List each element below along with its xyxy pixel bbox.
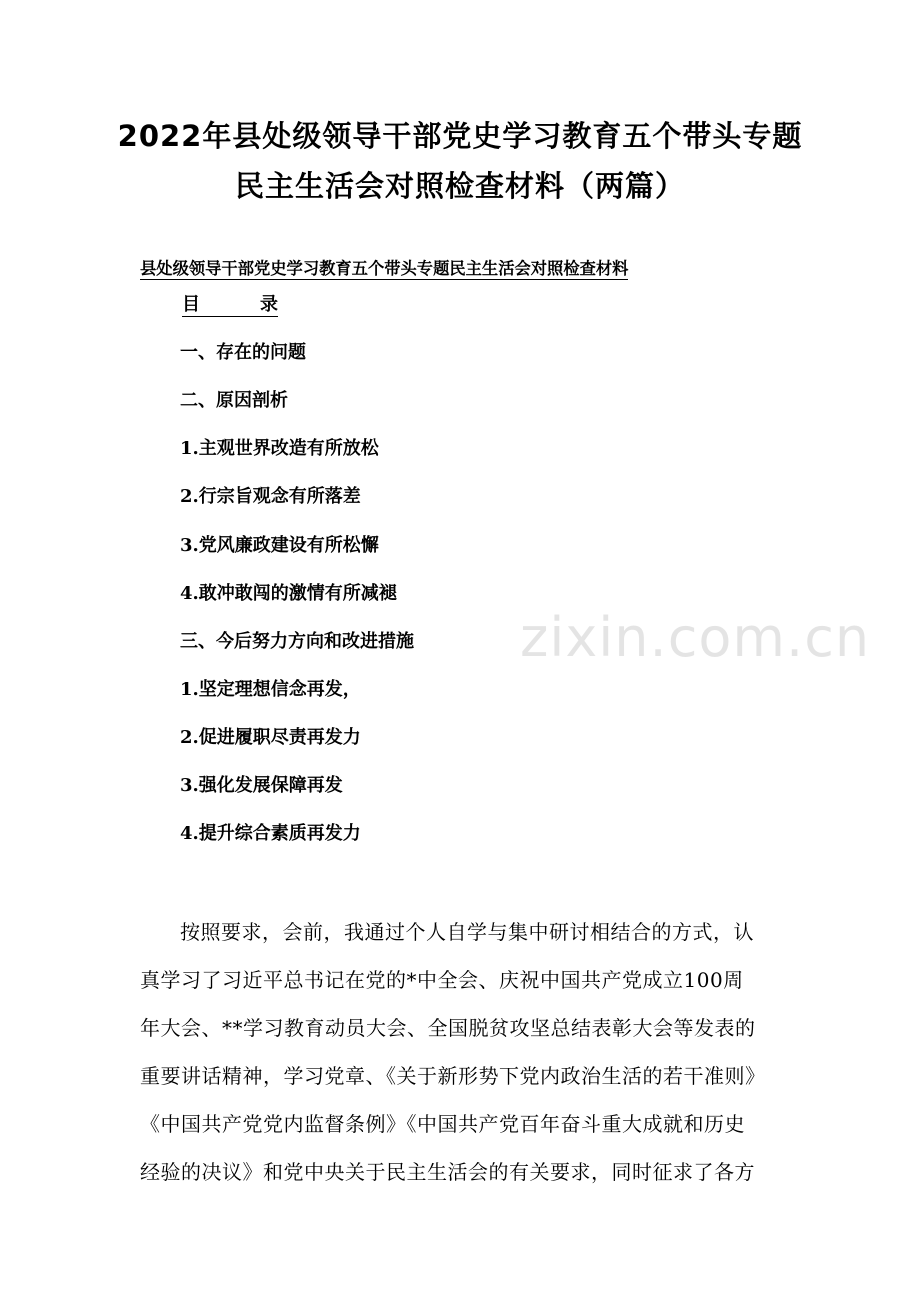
body-line: 重要讲话精神，学习党章、《关于新形势下党内政治生活的若干准则》 [140,1064,766,1088]
toc-item: 3.党风廉政建设有所松懈 [180,535,379,556]
body-line: 真学习了习近平总书记在党的*中全会、庆祝中国共产党成立100周 [140,968,744,992]
body-line: 经验的决议》和党中央关于民主生活会的有关要求，同时征求了各方 [140,1160,755,1184]
document-title-line-2: 民主生活会对照检查材料（两篇） [234,169,685,203]
document-subtitle [140,258,700,280]
toc-heading-right: 录 [260,294,278,315]
toc-item: 二、原因剖析 [180,390,288,411]
watermark: zixin.com.cn [520,606,871,669]
toc-item: 三、今后努力方向和改进措施 [180,631,414,652]
toc-item: 2.促进履职尽责再发力 [180,727,361,748]
toc-item: 3.强化发展保障再发 [180,775,343,796]
toc-item: 一、存在的问题 [180,342,306,363]
toc-item: 1.坚定理想信念再发， [180,679,361,700]
subtitle-text: 县处级领导干部党史学习教育五个带头专题民主生活会对照检查材料 [140,259,629,278]
toc-heading-text [182,294,278,317]
toc-item: 4.提升综合素质再发力 [180,823,361,844]
body-line: 《中国共产党党内监督条例》《中国共产党百年奋斗重大成就和历史 [140,1112,745,1136]
toc-item: 2.行宗旨观念有所落差 [180,486,361,507]
document-title-line-1: 2022年县处级领导干部党史学习教育五个带头专题 [117,119,803,153]
toc-item: 4.敢冲敢闯的激情有所减褪 [180,583,397,604]
body-line: 年大会、**学习教育动员大会、全国脱贫攻坚总结表彰大会等发表的 [140,1016,756,1040]
toc-item: 1.主观世界改造有所放松 [180,438,379,459]
body-line: 按照要求，会前，我通过个人自学与集中研讨相结合的方式，认 [180,920,754,944]
toc-heading-left: 目 [182,294,200,315]
toc-heading [182,292,278,318]
